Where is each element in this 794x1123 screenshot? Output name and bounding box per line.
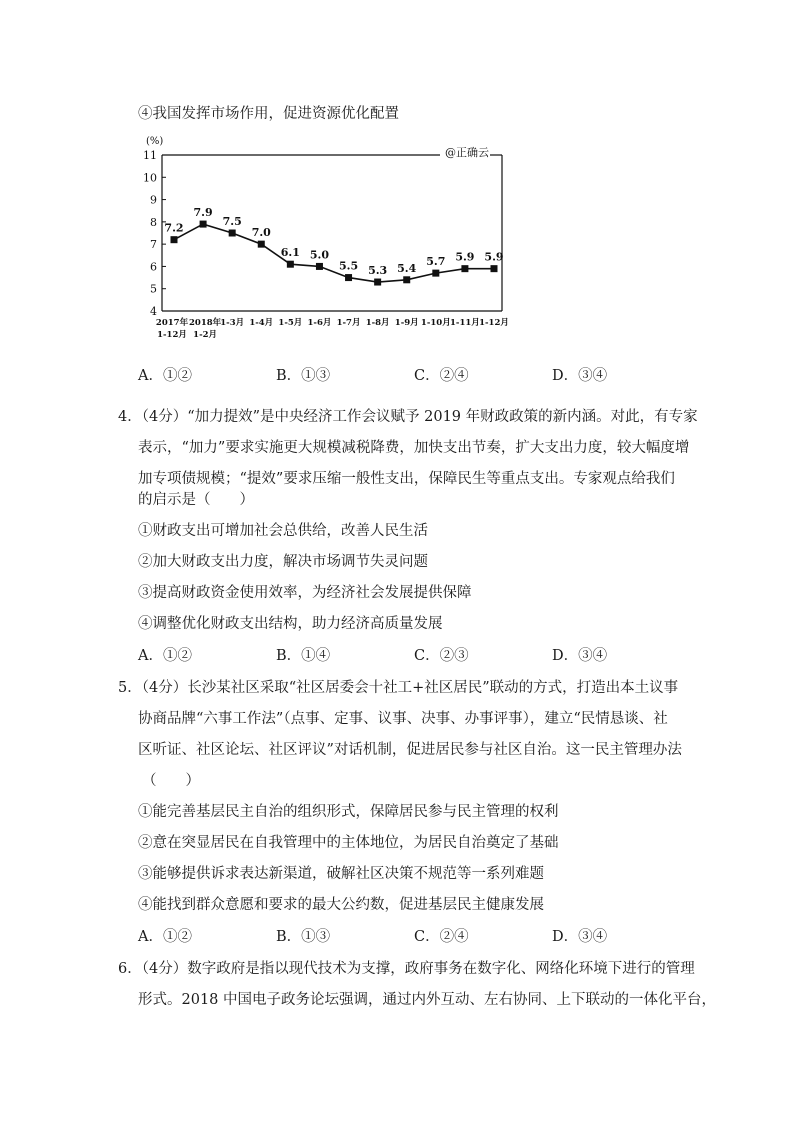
y-tick-label: 6 (150, 260, 157, 274)
x-tick-label: 1-12月 (479, 318, 509, 328)
data-point (171, 236, 178, 243)
q5-statement-2: ②意在突显居民在自我管理中的主体地位，为居民自治奠定了基础 (138, 835, 559, 851)
q4-statement-3: ③提高财政资金使用效率，为经济社会发展提供保障 (138, 585, 472, 601)
q6-stem-line-2: 形式。2018 中国电子政务论坛强调，通过内外互动、左右协同、上下联动的一体化平台， (138, 992, 717, 1008)
q3-option-a[interactable]: A．①② (138, 368, 192, 384)
y-tick-label: 8 (150, 215, 157, 229)
q5-statement-3: ③能够提供诉求表达新渠道，破解社区决策不规范等一系列难题 (138, 866, 544, 882)
x-tick-label: 1-11月 (450, 318, 480, 328)
growth-line-chart (140, 133, 540, 355)
q4-stem-line-2: 表示，“加力”要求实施更大规模减税降费，加快支出节奏，扩大支出力度，较大幅度增 (138, 440, 690, 456)
q5-option-b[interactable]: B．①③ (276, 929, 331, 945)
data-point (287, 261, 294, 268)
chart-ylabel: (%) (146, 136, 164, 147)
data-point (432, 270, 439, 277)
x-tick-label: 1-3月 (220, 318, 245, 328)
data-label: 5.0 (309, 248, 330, 262)
q6-stem-line-1: 6．（4分）数字政府是指以现代技术为支撑，政府事务在数字化、网络化环境下进行的管理 (118, 961, 695, 977)
q4-statement-1: ①财政支出可增加社会总供给，改善人民生活 (138, 523, 428, 539)
q3-statement-4: ④我国发挥市场作用，促进资源优化配置 (138, 106, 399, 122)
data-label: 5.9 (484, 250, 504, 264)
data-point (200, 221, 207, 228)
y-tick-label: 9 (150, 193, 157, 207)
x-tick-label: 1-10月 (420, 318, 451, 328)
q5-stem-line-1: 5．（4分）长沙某社区采取“社区居委会十社工+社区居民”联动的方式，打造出本土议事 (118, 680, 679, 696)
data-label: 7.2 (164, 221, 184, 235)
data-label: 5.5 (338, 259, 359, 273)
y-tick-label: 11 (143, 149, 157, 162)
y-tick-label: 10 (143, 171, 157, 185)
data-label: 7.5 (222, 215, 242, 228)
data-point (345, 274, 352, 281)
x-tick-label: 1-9月 (394, 318, 419, 328)
data-point (374, 279, 381, 286)
data-point (461, 265, 468, 272)
q4-option-b[interactable]: B．①④ (276, 648, 331, 664)
q5-statement-1: ①能完善基层民主自治的组织形式，保障居民参与民主管理的权利 (138, 804, 559, 820)
q5-stem-line-4: （ ） (142, 773, 200, 789)
q5-stem-line-3: 区听证、社区论坛、社区评议”对话机制，促进居民参与社区自治。这一民主管理办法 (138, 742, 682, 758)
data-point (316, 263, 323, 270)
data-label: 5.9 (455, 250, 475, 264)
data-label: 5.4 (397, 261, 417, 275)
x-tick-label: 1-8月 (365, 318, 390, 328)
y-tick-label: 5 (150, 282, 157, 296)
data-point (403, 276, 410, 283)
x-tick-label-row2: 1-12月 (157, 330, 187, 340)
y-tick-label: 7 (150, 238, 157, 252)
q4-statement-4: ④调整优化财政支出结构，助力经济高质量发展 (138, 616, 443, 632)
data-label: 7.9 (193, 206, 213, 220)
q4-option-d[interactable]: D．③④ (552, 648, 608, 664)
q4-option-c[interactable]: C．②③ (414, 648, 469, 664)
x-tick-label: 1-6月 (307, 318, 332, 328)
q5-option-a[interactable]: A．①② (138, 929, 192, 945)
data-label: 5.7 (426, 255, 446, 269)
y-tick-label: 4 (150, 305, 157, 318)
q5-statement-4: ④能找到群众意愿和要求的最大公约数，促进基层民主健康发展 (138, 897, 544, 913)
q5-stem-line-2: 协商品牌“六事工作法”（点事、定事、议事、决事、办事评事），建立“民情恳谈、社 (138, 711, 668, 727)
q4-option-a[interactable]: A．①② (138, 648, 192, 664)
x-tick-label: 1-5月 (278, 318, 303, 328)
q3-option-d[interactable]: D．③④ (552, 368, 608, 384)
data-label: 6.1 (280, 246, 300, 260)
q5-option-d[interactable]: D．③④ (552, 929, 608, 945)
q4-stem-line-1: 4．（4分）“加力提效”是中央经济工作会议赋予 2019 年财政政策的新内涵。对此，有专家 (118, 409, 698, 425)
data-label: 7.0 (251, 226, 271, 240)
series-line (174, 224, 494, 282)
q3-option-c[interactable]: C．②④ (414, 368, 469, 384)
chart-watermark: @正确云 (445, 146, 489, 159)
q4-stem-line-3: 加专项债规模；“提效”要求压缩一般性支出，保障民生等重点支出。专家观点给我们 (138, 471, 675, 487)
data-point (258, 241, 265, 248)
x-tick-label: 1-4月 (249, 318, 274, 328)
x-tick-label-row2: 1-2月 (193, 330, 218, 340)
data-point (229, 230, 236, 237)
q4-stem-line-4: 的启示是（ ） (138, 492, 254, 508)
data-point (491, 265, 498, 272)
x-tick-label: 2017年 (155, 318, 189, 328)
x-tick-label: 1-7月 (336, 318, 361, 328)
q5-option-c[interactable]: C．②④ (414, 929, 469, 945)
q3-option-b[interactable]: B．①③ (276, 368, 331, 384)
x-tick-label: 2018年 (189, 318, 222, 328)
data-label: 5.3 (368, 264, 388, 278)
q4-statement-2: ②加大财政支出力度，解决市场调节失灵问题 (138, 554, 428, 570)
